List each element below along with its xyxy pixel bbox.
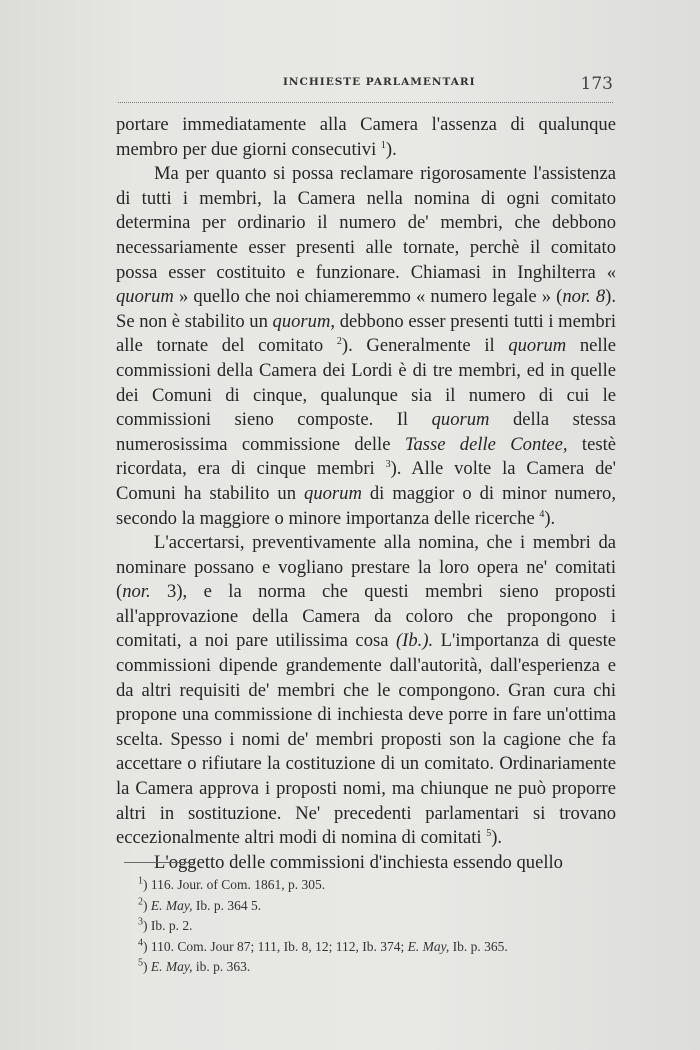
- footnote: $^3$) Ib. p. 2.: [138, 916, 193, 933]
- paragraph-3: L'accertarsi, preventivamente alla nomina, che i membri da nominare possano e vogliano prestare la loro opera ne' comitati (nor. 3), e la norma che questi membri sieno proposti all'approvazione della Camera da coloro che propongono i comitati, a noi pare utilissima cosa (Ib.). L'importanza di queste commissioni dipende grandemente dall'autorità, dall'esperienza e da altri requisiti de' membri che le compongono. Gran cura chi propone una commissione di inchiesta deve porre in fare un'ottima scelta. Spesso i nomi de' membri proposti son la cagione che fa accettare o rifiutare la costituzione di un comitato. Ordinariamente la Camera approva i proposti nomi, ma chiunque ne può proporre altri in sostituzione. Ne' precedenti parlamentari si trovano eccezionalmente altri modi di nomina di comitati $^5$).: [116, 532, 616, 849]
- page-header: [118, 70, 613, 103]
- footnotes: [138, 875, 618, 978]
- footnote: $^1$) 116. Jour. of Com. 1861, p. 305.: [138, 875, 326, 892]
- running-head: INCHIESTE PARLAMENTARI: [283, 76, 476, 88]
- paragraph-4: L'oggetto delle commissioni d'inchiesta essendo quello: [154, 851, 563, 873]
- paragraph-1: portare immediatamente alla Camera l'assenza di qualunque membro per due giorni consecutivi $^1$).: [116, 114, 616, 160]
- page-number: 173: [580, 74, 613, 94]
- footnote: $^2$) E. May, Ib. p. 364 5.: [138, 896, 262, 913]
- footnote-divider: [124, 862, 194, 863]
- footnote: $^4$) 110. Com. Jour 87; 111, Ib. 8, 12; 112, Ib. 374; E. May, Ib. p. 365.: [138, 937, 508, 954]
- body-text: [116, 113, 616, 875]
- paragraph-2: Ma per quanto si possa reclamare rigorosamente l'assistenza di tutti i membri, la Camera nella nomina di ogni comitato determina per ordinario il numero de' membri, che debbono necessariamente esser presenti alle tornate, perchè il comitato possa esser costituito e funzionare. Chiamasi in Inghilterra « quorum » quello che noi chiameremmo « numero legale » (nor. 8). Se non è stabilito un quorum, debbono esser presenti tutti i membri alle tornate del comitato $^2$). Generalmente il quorum nelle commissioni della Camera dei Lordi è di tre membri, ed in quelle dei Comuni di cinque, qualunque sia il numero di cui le commissioni sieno composte. Il quorum della stessa numerosissima commissione delle Tasse delle Contee, testè ricordata, era di cinque membri $^3$). Alle volte la Camera de' Comuni ha stabilito un quorum di maggior o di minor numero, secondo la maggiore o minore importanza delle ricerche $^4$).: [116, 163, 617, 529]
- footnote: $^5$) E. May, ib. p. 363.: [138, 957, 251, 974]
